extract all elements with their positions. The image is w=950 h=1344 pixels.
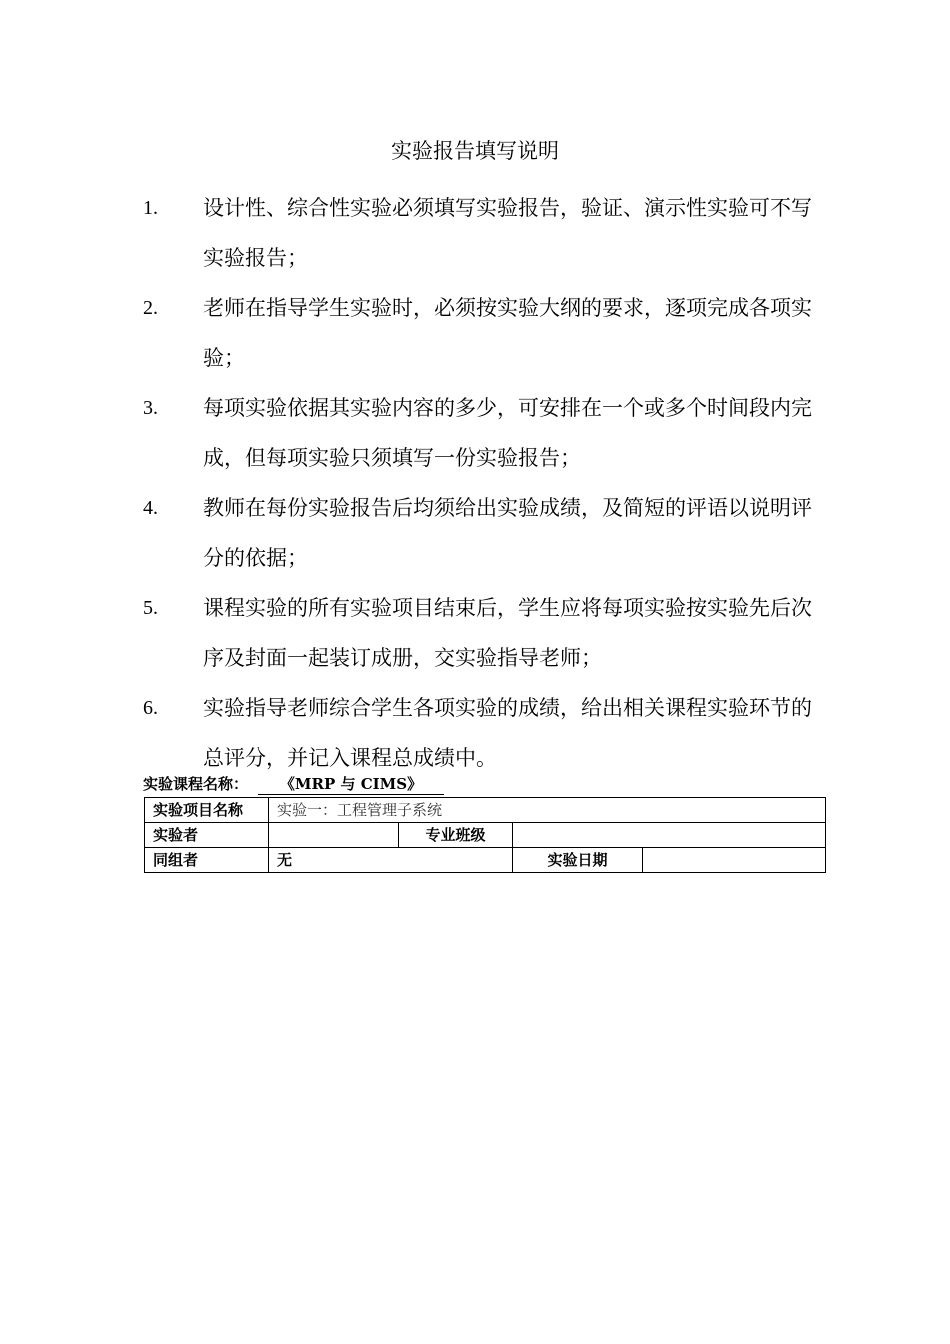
group-members-label: 同组者 [145, 848, 269, 873]
project-name-label: 实验项目名称 [145, 798, 269, 823]
major-class-value[interactable] [513, 823, 826, 848]
item-number: 3. [143, 397, 158, 419]
item-text: 每项实验依据其实验内容的多少，可安排在一个或多个时间段内完成，但每项实验只须填写一份实验报告； [203, 396, 812, 470]
list-item [143, 683, 813, 783]
list-item [143, 383, 813, 483]
course-name-label: 实验课程名称： [143, 775, 249, 793]
experimenter-label: 实验者 [145, 823, 269, 848]
list-item [143, 583, 813, 683]
experiment-date-value[interactable] [643, 848, 826, 873]
item-number: 5. [143, 597, 158, 619]
item-text: 老师在指导学生实验时，必须按实验大纲的要求，逐项完成各项实验； [203, 296, 812, 370]
item-text: 课程实验的所有实验项目结束后，学生应将每项实验按实验先后次序及封面一起装订成册，交实验指导老师； [203, 596, 812, 670]
item-text: 实验指导老师综合学生各项实验的成绩，给出相关课程实验环节的总评分，并记入课程总成绩中。 [203, 696, 812, 770]
course-name-row [143, 774, 444, 795]
item-number: 6. [143, 697, 158, 719]
item-number: 1. [143, 197, 158, 219]
experiment-info-table [144, 797, 826, 873]
group-members-value: 无 [269, 848, 513, 873]
item-text: 设计性、综合性实验必须填写实验报告，验证、演示性实验可不写实验报告； [203, 196, 812, 270]
experiment-date-label: 实验日期 [513, 848, 643, 873]
course-name-value: 《MRP 与 CIMS》 [258, 774, 444, 795]
list-item [143, 183, 813, 283]
list-item [143, 283, 813, 383]
table-row [145, 823, 826, 848]
table-row [145, 798, 826, 823]
experimenter-value[interactable] [269, 823, 399, 848]
instruction-list [143, 183, 813, 783]
page-title: 实验报告填写说明 [391, 139, 559, 163]
item-text: 教师在每份实验报告后均须给出实验成绩，及简短的评语以说明评分的依据； [203, 496, 812, 570]
item-number: 4. [143, 497, 158, 519]
major-class-label: 专业班级 [399, 823, 513, 848]
item-number: 2. [143, 297, 158, 319]
list-item [143, 483, 813, 583]
table-row [145, 848, 826, 873]
project-name-value: 实验一：工程管理子系统 [269, 798, 826, 823]
